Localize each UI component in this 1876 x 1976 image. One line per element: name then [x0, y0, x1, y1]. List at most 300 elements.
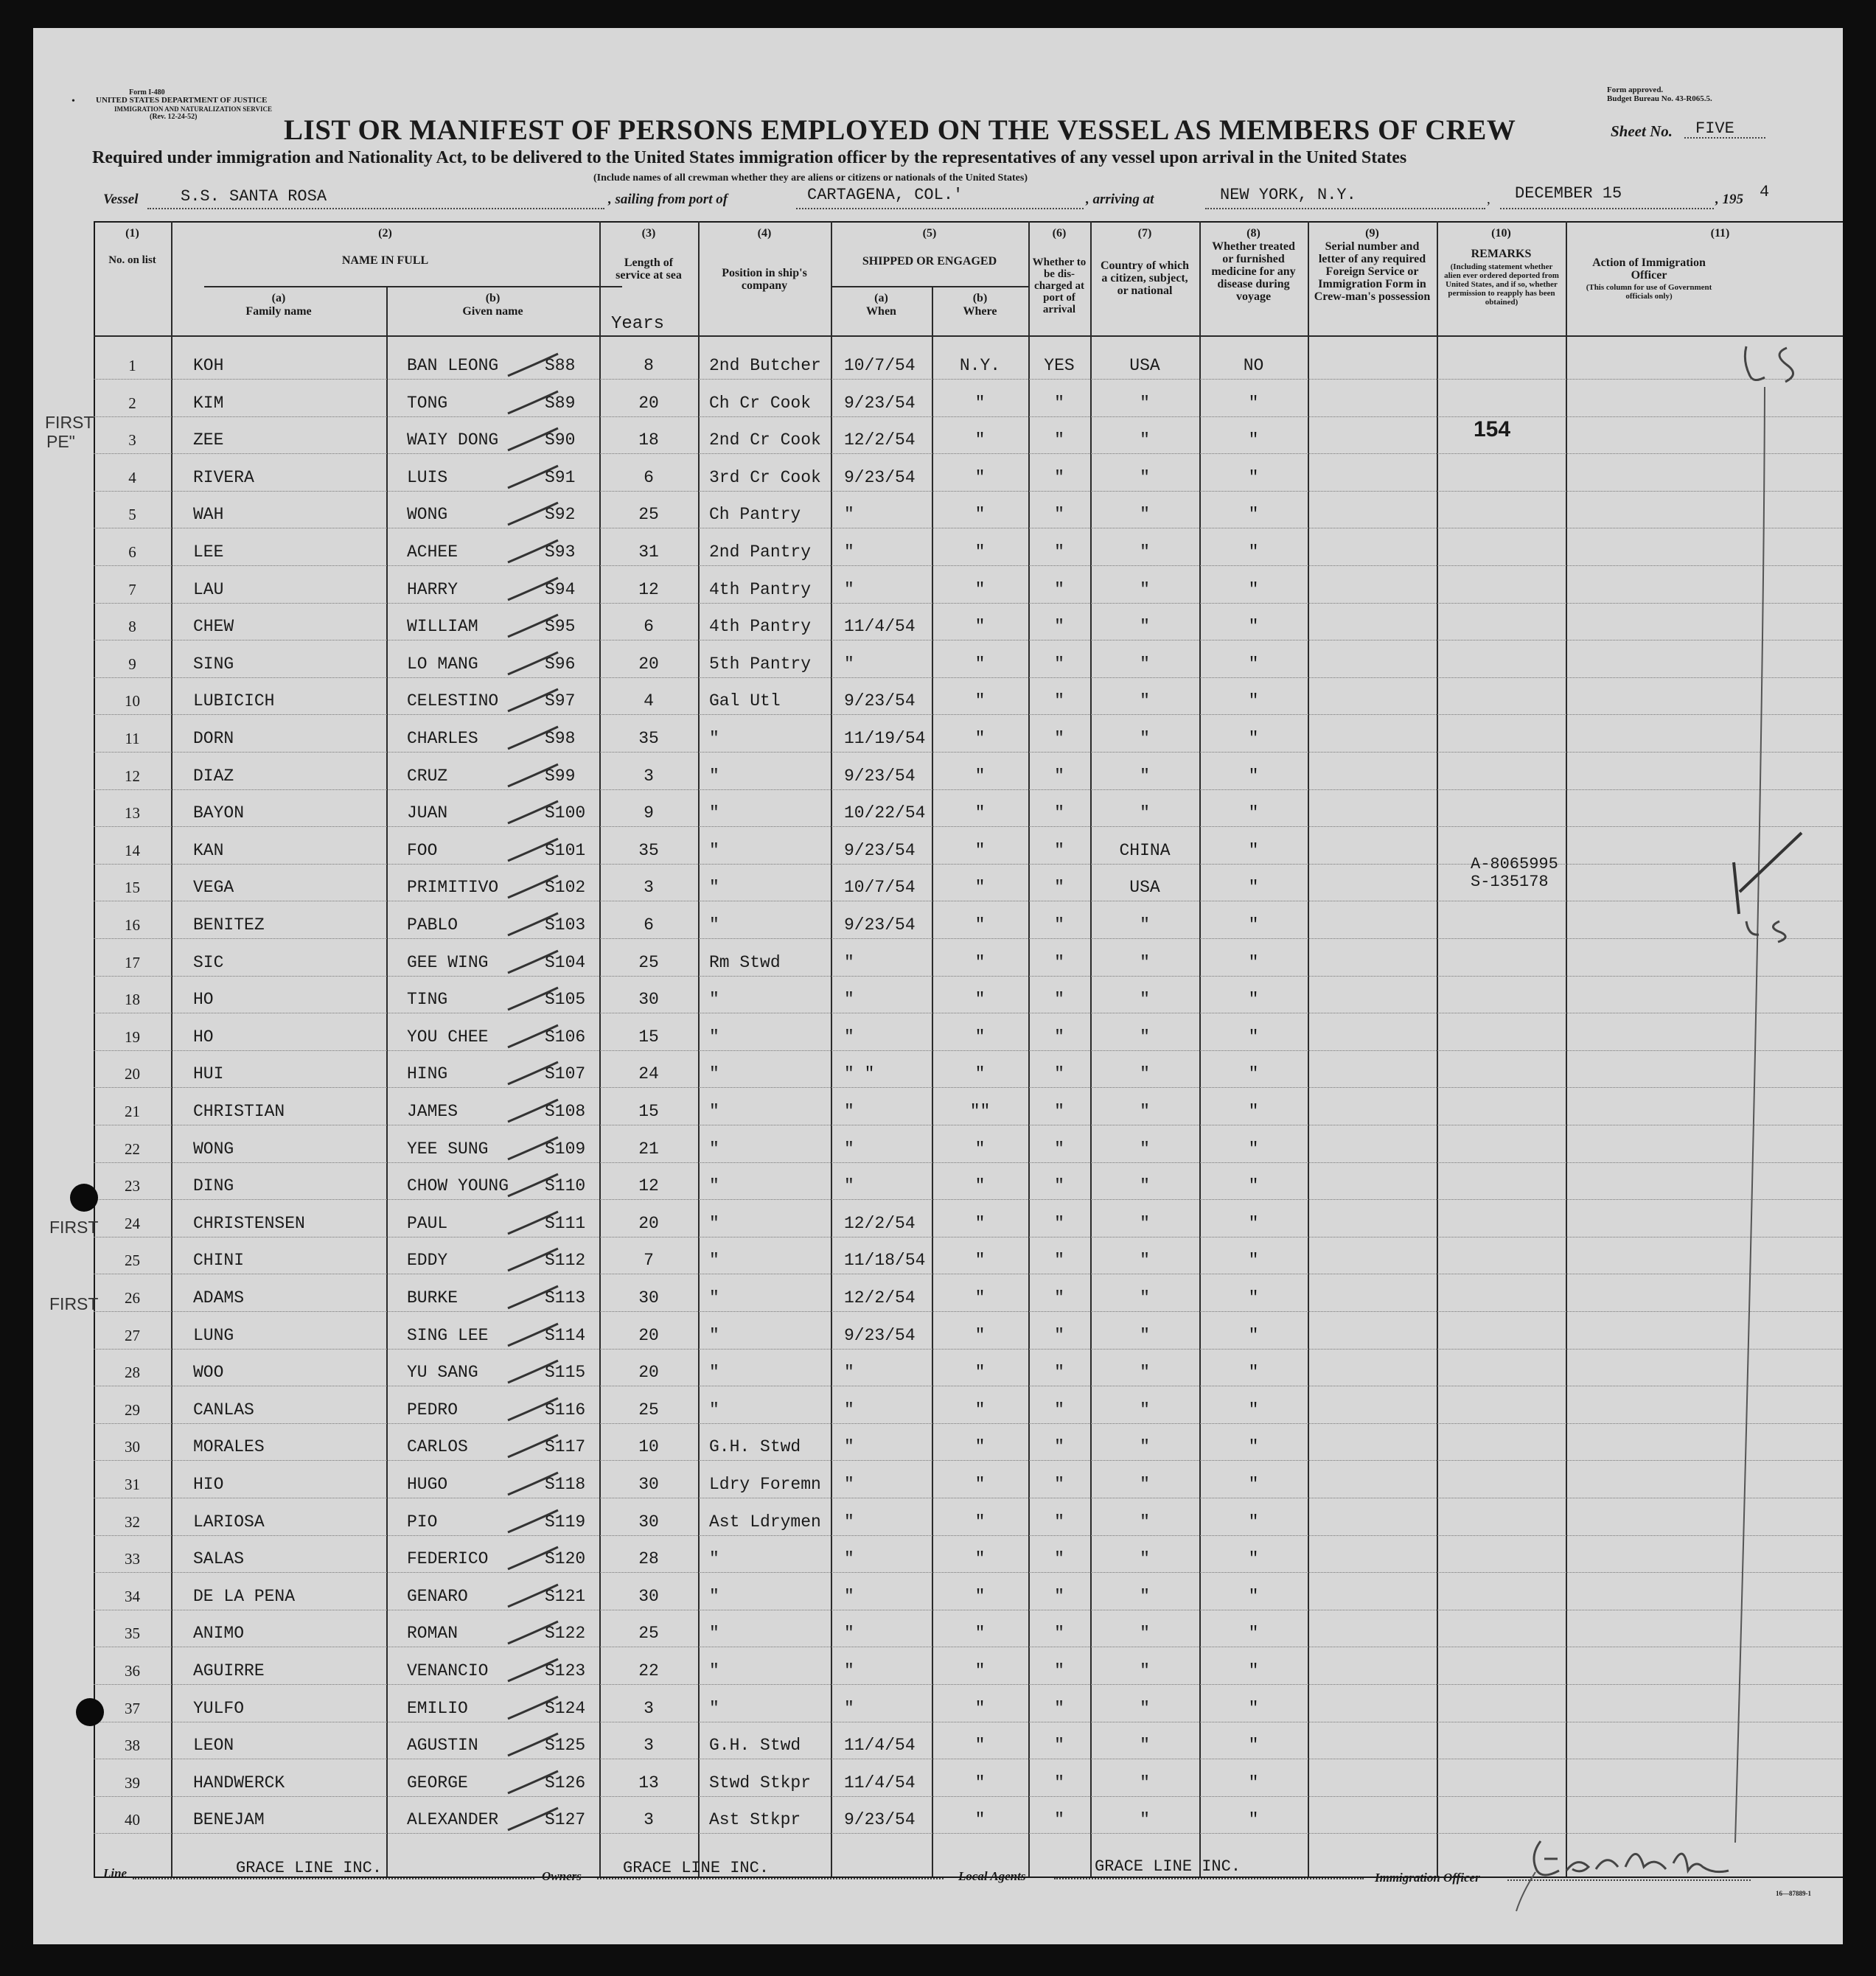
cell-treated: " [1248, 1698, 1259, 1718]
cell-given: WONG [407, 505, 448, 525]
check-mark-icon [506, 537, 565, 567]
cell-treated: " [1248, 1736, 1259, 1756]
cell-family: BAYON [193, 803, 245, 823]
budget-bureau: Budget Bureau No. 43-R065.5. [1607, 94, 1712, 103]
cell-disch: " [1054, 1288, 1064, 1308]
col2b-letter: (b) [485, 292, 501, 304]
cell-no: 22 [125, 1139, 140, 1158]
col6-number: (6) [1052, 227, 1067, 240]
officer-pencil-marks [1566, 332, 1843, 1879]
sheet-no-value: FIVE [1695, 119, 1734, 138]
agents-label: Local Agents [958, 1869, 1026, 1883]
cell-disch: " [1054, 729, 1064, 748]
cell-disch: " [1054, 467, 1064, 487]
cell-treated: " [1248, 691, 1259, 711]
agents-value: GRACE LINE INC. [1095, 1857, 1241, 1876]
cell-serial: S116 [545, 1400, 586, 1420]
cell-no: 38 [125, 1736, 140, 1755]
cell-disch: " [1054, 1176, 1064, 1196]
cell-when: 9/23/54 [844, 1325, 916, 1345]
cell-family: BENITEZ [193, 915, 265, 935]
cell-disch: " [1054, 579, 1064, 599]
cell-given: ACHEE [407, 542, 458, 562]
cell-serial: S110 [545, 1176, 586, 1196]
cell-given: TONG [407, 393, 448, 413]
cell-family: KIM [193, 393, 224, 413]
cell-when: 11/4/54 [844, 1736, 916, 1756]
cell-when: " [844, 1512, 854, 1532]
cell-where: "" [969, 1102, 991, 1121]
cell-treated: " [1248, 878, 1259, 898]
vessel-underline [147, 208, 604, 209]
officer-label: Immigration Officer [1375, 1871, 1480, 1885]
cell-no: 20 [125, 1065, 140, 1083]
cell-no: 40 [125, 1811, 140, 1829]
col11-number: (11) [1710, 227, 1730, 240]
form-approved: Form approved. [1607, 85, 1664, 94]
cell-given: CRUZ [407, 766, 448, 786]
cell-when: 9/23/54 [844, 840, 916, 860]
check-mark-icon [506, 1544, 565, 1574]
cell-family: MORALES [193, 1437, 265, 1457]
cell-where: " [974, 1773, 986, 1792]
owners-label: Owners [542, 1869, 582, 1883]
col5a-letter: (a) [874, 292, 888, 304]
cell-years: 35 [638, 840, 659, 860]
cell-disch: " [1054, 505, 1064, 525]
cell-treated: " [1248, 1176, 1259, 1196]
cell-where: " [974, 1437, 986, 1457]
cell-when: 9/23/54 [844, 766, 916, 786]
cell-treated: " [1248, 579, 1259, 599]
cell-family: HO [193, 1027, 214, 1047]
cell-serial: S102 [545, 878, 586, 898]
cell-where: " [974, 1363, 986, 1383]
sheet-no-label: Sheet No. [1611, 122, 1673, 140]
cell-country: " [1140, 990, 1150, 1010]
cell-serial: S113 [545, 1288, 586, 1308]
cell-years: 22 [638, 1661, 659, 1680]
col-line-8 [1308, 221, 1309, 1876]
cell-no: 3 [128, 431, 136, 450]
cell-serial: S106 [545, 1027, 586, 1047]
check-mark-icon [506, 724, 565, 753]
cell-years: 25 [638, 505, 659, 525]
cell-treated: " [1248, 1102, 1259, 1121]
cell-position: " [709, 766, 719, 786]
cell-country: " [1140, 1549, 1150, 1569]
cell-years: 24 [638, 1064, 659, 1084]
cell-disch: " [1054, 990, 1064, 1010]
cell-when: " [844, 654, 854, 674]
col7-label: Country of which a citizen, subject, or national [1100, 259, 1189, 297]
remark-stamp-154: 154 [1474, 417, 1511, 441]
cell-when: " [844, 1027, 854, 1047]
sheet-no-underline [1684, 137, 1765, 139]
cell-where: " [974, 766, 986, 786]
cell-serial: S93 [545, 542, 576, 562]
cell-no: 9 [128, 654, 136, 673]
cell-where: " [974, 1736, 986, 1756]
cell-family: LEON [193, 1736, 234, 1756]
cell-where: N.Y. [959, 356, 1001, 375]
cell-country: " [1140, 1400, 1150, 1420]
cell-years: 25 [638, 1624, 659, 1644]
col4-label: Position in ship's company [722, 267, 807, 292]
cell-given: CHOW YOUNG [407, 1176, 509, 1196]
cell-disch: " [1054, 1363, 1064, 1383]
cell-country: " [1140, 393, 1150, 413]
cell-disch: " [1054, 1773, 1064, 1792]
cell-disch: " [1054, 1400, 1064, 1420]
cell-where: " [974, 467, 986, 487]
cell-treated: " [1248, 1139, 1259, 1159]
cell-treated: " [1248, 840, 1259, 860]
cell-serial: S97 [545, 691, 576, 711]
cell-family: DE LA PENA [193, 1586, 296, 1606]
cell-country: " [1140, 617, 1150, 637]
cell-treated: " [1248, 766, 1259, 786]
cell-family: SALAS [193, 1549, 245, 1569]
cell-no: 27 [125, 1326, 140, 1344]
cell-years: 3 [644, 766, 654, 786]
cell-family: BENEJAM [193, 1810, 265, 1830]
cell-no: 36 [125, 1662, 140, 1680]
check-mark-icon [506, 1395, 565, 1425]
cell-years: 35 [638, 729, 659, 748]
col4-number: (4) [757, 227, 772, 240]
cell-country: " [1140, 1027, 1150, 1047]
col9-label: Serial number and letter of any required Foreign Service or Immigration Form in Crew-man's possession [1314, 240, 1431, 303]
cell-given: BURKE [407, 1288, 458, 1308]
cell-treated: " [1248, 1549, 1259, 1569]
cell-where: " [974, 617, 986, 637]
col-line-1 [171, 221, 172, 1876]
col1-label: No. on list [108, 254, 156, 266]
cell-no: 28 [125, 1364, 140, 1382]
cell-disch: " [1054, 1661, 1064, 1680]
cell-given: AGUSTIN [407, 1736, 478, 1756]
cell-given: PABLO [407, 915, 458, 935]
cell-serial: S112 [545, 1251, 586, 1271]
cell-when: " [844, 1475, 854, 1494]
cell-treated: " [1248, 1363, 1259, 1383]
cell-country: " [1140, 1586, 1150, 1606]
cell-position: 5th Pantry [709, 654, 812, 674]
check-mark-icon [506, 1134, 565, 1164]
cell-country: USA [1129, 878, 1160, 898]
cell-years: 3 [644, 1810, 654, 1830]
cell-serial: S125 [545, 1736, 586, 1756]
cell-years: 20 [638, 1325, 659, 1345]
cell-no: 24 [125, 1214, 140, 1232]
cell-disch: " [1054, 952, 1064, 972]
cell-years: 30 [638, 990, 659, 1010]
check-mark-icon [506, 1059, 565, 1089]
cell-serial: S111 [545, 1213, 586, 1233]
cell-no: 16 [125, 916, 140, 934]
cell-disch: " [1054, 1512, 1064, 1532]
cell-years: 12 [638, 1176, 659, 1196]
check-mark-icon [506, 1582, 565, 1611]
cell-family: ADAMS [193, 1288, 245, 1308]
cell-family: LEE [193, 542, 224, 562]
cell-disch: " [1054, 1586, 1064, 1606]
cell-position: Ch Pantry [709, 505, 801, 525]
cell-country: " [1140, 952, 1150, 972]
cell-years: 20 [638, 1213, 659, 1233]
cell-given: HING [407, 1064, 448, 1084]
cell-when: " [844, 1102, 854, 1121]
cell-disch: " [1054, 915, 1064, 935]
cell-country: " [1140, 1624, 1150, 1644]
cell-treated: " [1248, 729, 1259, 748]
cell-years: 9 [644, 803, 654, 823]
col2b-label: Given name [462, 305, 523, 318]
col5a-label: When [866, 305, 896, 318]
cell-years: 6 [644, 617, 654, 637]
punch-hole-top [70, 1184, 98, 1212]
cell-given: CARLOS [407, 1437, 468, 1457]
cell-country: " [1140, 915, 1150, 935]
check-mark-icon [506, 1768, 565, 1798]
cell-when: 11/4/54 [844, 1773, 916, 1792]
cell-position: " [709, 1586, 719, 1606]
cell-position: Gal Utl [709, 691, 781, 711]
cell-treated: " [1248, 1064, 1259, 1084]
col10-label: REMARKS [1471, 248, 1532, 260]
cell-treated: " [1248, 1512, 1259, 1532]
punch-hole-bottom [76, 1698, 104, 1726]
cell-when: 11/18/54 [844, 1251, 926, 1271]
cell-disch: " [1054, 840, 1064, 860]
owners-underline [597, 1878, 944, 1879]
cell-no: 34 [125, 1587, 140, 1605]
cell-position: " [709, 1213, 719, 1233]
cell-disch: " [1054, 803, 1064, 823]
cell-serial: S120 [545, 1549, 586, 1569]
cell-when: 9/23/54 [844, 393, 916, 413]
cell-no: 14 [125, 841, 140, 859]
cell-given: EDDY [407, 1251, 448, 1271]
check-mark-icon [506, 1805, 565, 1834]
cell-treated: " [1248, 617, 1259, 637]
cell-no: 31 [125, 1476, 140, 1493]
cell-serial: S99 [545, 766, 576, 786]
cell-given: PRIMITIVO [407, 878, 499, 898]
cell-disch: " [1054, 1437, 1064, 1457]
cell-serial: S100 [545, 803, 586, 823]
cell-position: G.H. Stwd [709, 1437, 801, 1457]
cell-serial: S104 [545, 952, 586, 972]
cell-no: 5 [128, 506, 136, 524]
cell-no: 12 [125, 767, 140, 785]
cell-position: " [709, 1288, 719, 1308]
cell-country: " [1140, 505, 1150, 525]
form-subtitle: Required under immigration and Nationality Act, to be delivered to the United States immigration officer by the representatives of any vessel upon arrival in the United States [92, 148, 1407, 167]
cell-treated: " [1248, 915, 1259, 935]
cell-when: 9/23/54 [844, 467, 916, 487]
cell-where: " [974, 878, 986, 898]
cell-when: " [844, 1176, 854, 1196]
cell-disch: " [1054, 1475, 1064, 1494]
cell-family: LUNG [193, 1325, 234, 1345]
cell-serial: S118 [545, 1475, 586, 1494]
cell-given: VENANCIO [407, 1661, 489, 1680]
col7-number: (7) [1137, 227, 1152, 240]
cell-no: 13 [125, 804, 140, 823]
check-mark-icon [506, 500, 565, 529]
cell-position: " [709, 1325, 719, 1345]
shipped-subheader-line [831, 286, 1028, 287]
cell-treated: " [1248, 505, 1259, 525]
cell-treated: " [1248, 1251, 1259, 1271]
cell-country: " [1140, 579, 1150, 599]
cell-family: DIAZ [193, 766, 234, 786]
cell-given: YEE SUNG [407, 1139, 489, 1159]
cell-serial: S127 [545, 1810, 586, 1830]
cell-position: Ast Ldrymen [709, 1512, 821, 1532]
cell-when: 9/23/54 [844, 915, 916, 935]
cell-years: 25 [638, 1400, 659, 1420]
cell-country: USA [1129, 356, 1160, 375]
cell-given: GEORGE [407, 1773, 468, 1792]
col5b-letter: (b) [972, 292, 988, 304]
cell-disch: " [1054, 1624, 1064, 1644]
cell-where: " [974, 803, 986, 823]
cell-when: " [844, 579, 854, 599]
margin-first-24: FIRST [49, 1218, 99, 1237]
cell-disch: YES [1044, 356, 1075, 375]
cell-where: " [974, 505, 986, 525]
cell-years: 15 [638, 1102, 659, 1121]
remark-row14-line2: S-135178 [1471, 873, 1549, 891]
cell-disch: " [1054, 878, 1064, 898]
col3-number: (3) [641, 227, 656, 240]
cell-position: 2nd Butcher [709, 356, 821, 375]
form-subnote: (Include names of all crewman whether they are aliens or citizens or nationals of the United States) [593, 172, 1028, 184]
cell-no: 23 [125, 1177, 140, 1195]
cell-position: " [709, 1698, 719, 1718]
cell-years: 31 [638, 542, 659, 562]
cell-position: Rm Stwd [709, 952, 781, 972]
cell-country: " [1140, 766, 1150, 786]
col8-number: (8) [1246, 227, 1260, 240]
cell-years: 4 [644, 691, 654, 711]
cell-when: 11/19/54 [844, 729, 926, 748]
check-mark-icon [506, 1022, 565, 1052]
cell-years: 28 [638, 1549, 659, 1569]
department: UNITED STATES DEPARTMENT OF JUSTICE [96, 96, 268, 105]
cell-years: 10 [638, 1437, 659, 1457]
cell-disch: " [1054, 393, 1064, 413]
cell-position: " [709, 878, 719, 898]
cell-country: " [1140, 1102, 1150, 1121]
cell-disch: " [1054, 1549, 1064, 1569]
cell-years: 6 [644, 915, 654, 935]
cell-no: 25 [125, 1251, 140, 1270]
cell-when: 10/7/54 [844, 356, 916, 375]
cell-treated: " [1248, 542, 1259, 562]
cell-where: " [974, 1475, 986, 1494]
cell-where: " [974, 1698, 986, 1718]
cell-country: " [1140, 1325, 1150, 1345]
check-mark-icon [506, 1097, 565, 1126]
cell-given: GENARO [407, 1586, 468, 1606]
cell-serial: S119 [545, 1512, 586, 1532]
cell-when: " [844, 1363, 854, 1383]
col2-label: NAME IN FULL [341, 254, 429, 267]
check-mark-icon [506, 575, 565, 604]
check-mark-icon [506, 1619, 565, 1648]
col2a-label: Family name [245, 305, 312, 318]
cell-given: PEDRO [407, 1400, 458, 1420]
cell-treated: " [1248, 803, 1259, 823]
cell-position: " [709, 1661, 719, 1680]
cell-treated: " [1248, 1325, 1259, 1345]
cell-position: " [709, 729, 719, 748]
check-mark-icon [506, 1507, 565, 1537]
cell-country: " [1140, 1512, 1150, 1532]
year-prefix: , 195 [1715, 192, 1743, 207]
cell-when: 12/2/54 [844, 430, 916, 450]
cell-treated: " [1248, 1624, 1259, 1644]
cell-country: " [1140, 1139, 1150, 1159]
cell-when: " [844, 1400, 854, 1420]
cell-where: " [974, 1400, 986, 1420]
cell-when: " [844, 952, 854, 972]
cell-position: " [709, 1549, 719, 1569]
cell-serial: S103 [545, 915, 586, 935]
cell-treated: " [1248, 1475, 1259, 1494]
check-mark-icon [506, 1731, 565, 1760]
cell-no: 35 [125, 1624, 140, 1643]
cell-years: 3 [644, 878, 654, 898]
cell-when: " [844, 990, 854, 1010]
cell-where: " [974, 1064, 986, 1084]
cell-given: LO MANG [407, 654, 478, 674]
cell-no: 10 [125, 692, 140, 711]
cell-serial: S121 [545, 1586, 586, 1606]
cell-no: 17 [125, 953, 140, 971]
cell-disch: " [1054, 1027, 1064, 1047]
check-mark-icon [506, 649, 565, 679]
cell-no: 29 [125, 1400, 140, 1419]
cell-country: " [1140, 691, 1150, 711]
cell-family: CHRISTENSEN [193, 1213, 305, 1233]
check-mark-icon [506, 1321, 565, 1350]
cell-treated: " [1248, 393, 1259, 413]
port-value: CARTAGENA, COL.' [807, 186, 963, 204]
check-mark-icon [506, 1470, 565, 1499]
cell-position: 3rd Cr Cook [709, 467, 821, 487]
cell-no: 1 [128, 357, 136, 374]
cell-given: FOO [407, 840, 438, 860]
col10-note: (Including statement whether alien ever ordered deported from United States, and if so, whether permission to reapply has been obtained) [1444, 262, 1559, 307]
cell-country: " [1140, 1475, 1150, 1494]
cell-where: " [974, 1213, 986, 1233]
cell-where: " [974, 1549, 986, 1569]
cell-years: 30 [638, 1288, 659, 1308]
cell-serial: S91 [545, 467, 576, 487]
cell-position: " [709, 1064, 719, 1084]
cell-disch: " [1054, 654, 1064, 674]
cell-given: ALEXANDER [407, 1810, 499, 1830]
col-line-3 [698, 221, 700, 1876]
remark-row14-line1: A-8065995 [1471, 855, 1558, 873]
owners-value: GRACE LINE INC. [623, 1859, 770, 1877]
cell-years: 25 [638, 952, 659, 972]
